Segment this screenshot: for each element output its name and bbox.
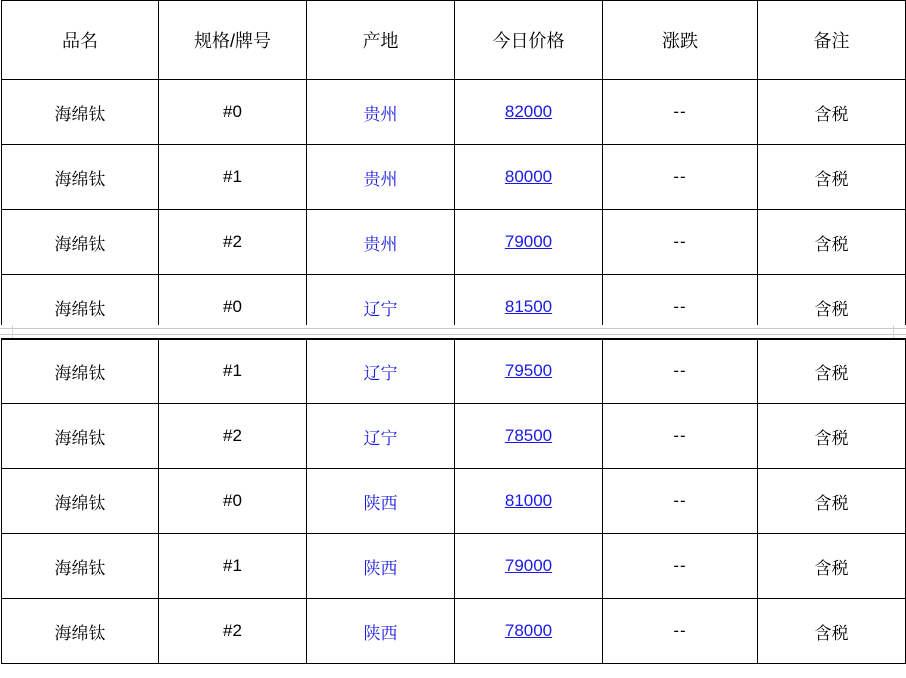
- cell-note: 含税: [758, 599, 906, 664]
- cell-change: --: [603, 275, 758, 340]
- cell-name: 海绵钛: [2, 339, 159, 404]
- table-row: [2, 339, 906, 404]
- origin-link[interactable]: 辽宁: [363, 428, 398, 448]
- cell-change: --: [603, 404, 758, 469]
- table-row: [2, 404, 906, 469]
- origin-link[interactable]: 陕西: [363, 493, 398, 513]
- cell-change: --: [603, 80, 758, 145]
- column-header-price: 今日价格: [455, 1, 603, 80]
- cell-price: [455, 469, 603, 534]
- cell-note: 含税: [758, 145, 906, 210]
- seam-line-bottom: [0, 334, 906, 335]
- cell-note: 含税: [758, 339, 906, 404]
- table-row: [2, 599, 906, 664]
- price-link[interactable]: 81000: [504, 491, 553, 510]
- fragment-seam-divider: [0, 325, 906, 338]
- cell-change: --: [603, 210, 758, 275]
- origin-link[interactable]: 辽宁: [363, 299, 398, 319]
- cell-name: 海绵钛: [2, 599, 159, 664]
- cell-origin: [307, 80, 455, 145]
- cell-origin: [307, 339, 455, 404]
- column-header-change: 涨跌: [603, 1, 758, 80]
- table-row: [2, 534, 906, 599]
- cell-origin: [307, 469, 455, 534]
- cell-origin: [307, 404, 455, 469]
- cell-origin: [307, 145, 455, 210]
- origin-link[interactable]: 贵州: [363, 104, 398, 124]
- cell-name: 海绵钛: [2, 210, 159, 275]
- cell-change: --: [603, 534, 758, 599]
- table-row: [2, 210, 906, 275]
- origin-link[interactable]: 陕西: [363, 623, 398, 643]
- cell-note: 含税: [758, 534, 906, 599]
- cell-spec: #2: [159, 404, 307, 469]
- price-link[interactable]: 82000: [504, 102, 553, 121]
- cell-note: 含税: [758, 210, 906, 275]
- cell-name: 海绵钛: [2, 404, 159, 469]
- cell-price: [455, 534, 603, 599]
- cell-price: [455, 599, 603, 664]
- cell-spec: #0: [159, 469, 307, 534]
- origin-link[interactable]: 贵州: [363, 169, 398, 189]
- cell-spec: #1: [159, 339, 307, 404]
- price-link[interactable]: 79000: [504, 556, 553, 575]
- cell-name: 海绵钛: [2, 469, 159, 534]
- cell-spec: #0: [159, 80, 307, 145]
- cell-spec: #1: [159, 145, 307, 210]
- table-row: [2, 145, 906, 210]
- cell-origin: [307, 534, 455, 599]
- column-header-origin: 产地: [307, 1, 455, 80]
- column-header-spec: 规格/牌号: [159, 1, 307, 80]
- cell-note: 含税: [758, 404, 906, 469]
- price-link[interactable]: 79000: [504, 232, 553, 251]
- cell-change: --: [603, 339, 758, 404]
- cell-price: [455, 145, 603, 210]
- column-header-note: 备注: [758, 1, 906, 80]
- price-table-bottom-fragment: [0, 338, 906, 664]
- price-link[interactable]: 80000: [504, 167, 553, 186]
- price-table-bottom: [1, 338, 906, 664]
- cell-spec: #2: [159, 210, 307, 275]
- cell-price: [455, 80, 603, 145]
- price-link[interactable]: 78000: [504, 621, 553, 640]
- origin-link[interactable]: 陕西: [363, 558, 398, 578]
- cell-note: 含税: [758, 469, 906, 534]
- column-header-name: 品名: [2, 1, 159, 80]
- price-table-top: [1, 0, 906, 340]
- cell-spec: #1: [159, 534, 307, 599]
- table-row: [2, 469, 906, 534]
- cell-spec: #0: [159, 275, 307, 340]
- cell-name: 海绵钛: [2, 534, 159, 599]
- cell-price: [455, 210, 603, 275]
- cell-price: [455, 339, 603, 404]
- price-link[interactable]: 79500: [504, 361, 553, 380]
- table-header-row: [2, 1, 906, 80]
- price-link[interactable]: 78500: [504, 426, 553, 445]
- cell-change: --: [603, 599, 758, 664]
- origin-link[interactable]: 贵州: [363, 234, 398, 254]
- cell-origin: [307, 599, 455, 664]
- cell-change: --: [603, 469, 758, 534]
- cell-note: 含税: [758, 275, 906, 340]
- cell-name: 海绵钛: [2, 80, 159, 145]
- cell-name: 海绵钛: [2, 275, 159, 340]
- cell-note: 含税: [758, 80, 906, 145]
- cell-name: 海绵钛: [2, 145, 159, 210]
- cell-origin: [307, 210, 455, 275]
- cell-spec: #2: [159, 599, 307, 664]
- seam-tick-right: [893, 325, 894, 338]
- cell-price: [455, 404, 603, 469]
- price-link[interactable]: 81500: [504, 297, 553, 316]
- table-row: [2, 80, 906, 145]
- cell-change: --: [603, 145, 758, 210]
- seam-tick-left: [12, 325, 13, 338]
- origin-link[interactable]: 辽宁: [363, 363, 398, 383]
- seam-line-top: [0, 328, 906, 329]
